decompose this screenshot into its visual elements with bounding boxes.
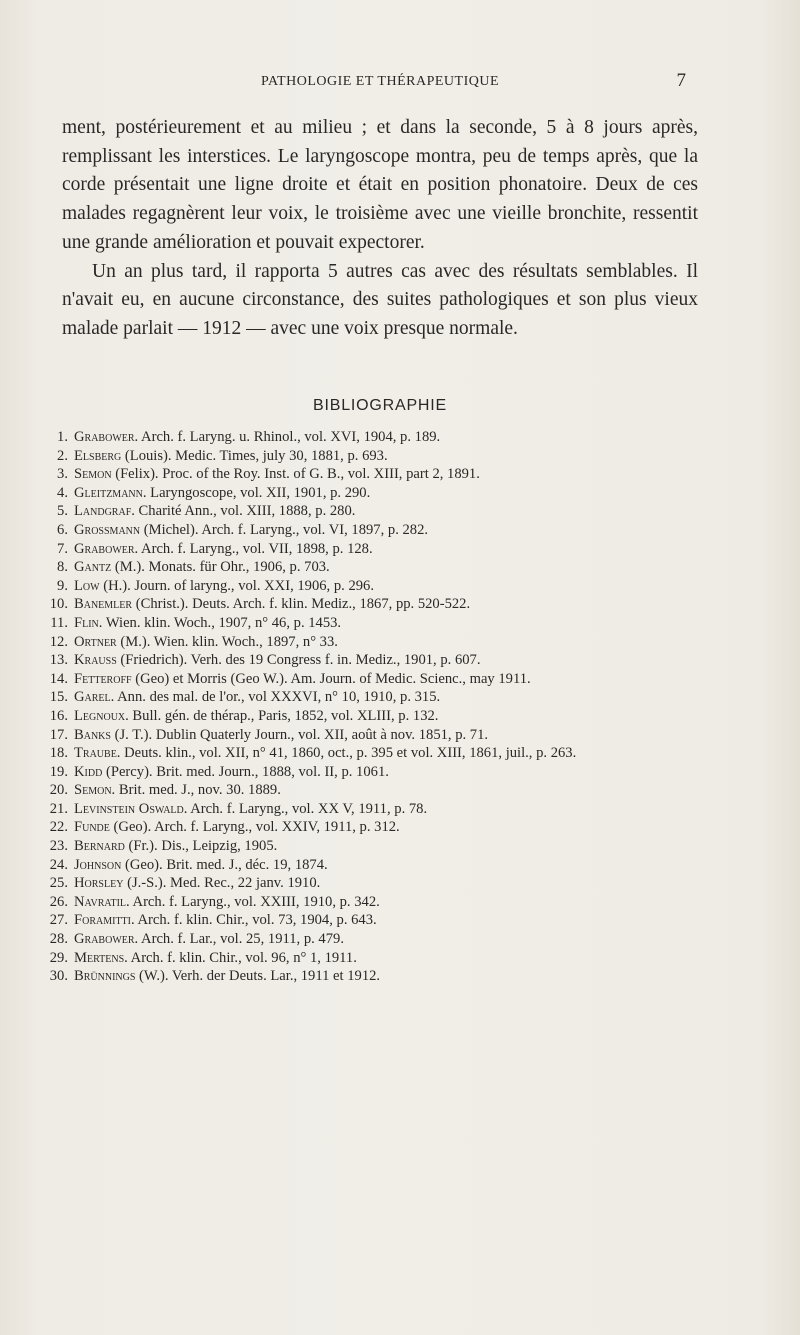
entry-number: 9. [57, 577, 68, 594]
entry-author: Brünnings [74, 968, 136, 985]
entry-citation: (J. T.). Dublin Quaterly Journ., vol. XII, août à nov. 1851, p. 71. [110, 726, 489, 743]
bibliography-list [48, 428, 708, 986]
bibliography-entry [48, 502, 708, 521]
bibliography-entry [48, 465, 708, 484]
entry-number: 13. [49, 652, 68, 669]
bibliography-entry [48, 949, 708, 968]
entry-author: Funde [74, 819, 110, 836]
entry-citation: (M.). Monats. für Ohr., 1906, p. 703. [111, 559, 330, 576]
bibliography-entry [48, 577, 708, 596]
bibliography-entry [48, 428, 708, 447]
entry-author: Traube. [74, 745, 121, 762]
bibliography-entry [48, 930, 708, 949]
bibliography-entry [48, 521, 708, 540]
bibliography-entry [48, 744, 708, 763]
entry-number: 24. [49, 856, 68, 873]
entry-citation: Arch. f. Laryng., vol. VII, 1898, p. 128. [138, 540, 373, 557]
entry-number: 3. [57, 466, 68, 483]
entry-citation: Ann. des mal. de l'or., vol XXXVI, n° 10, 1910, p. 315. [114, 689, 441, 706]
entry-citation: Charité Ann., vol. XIII, 1888, p. 280. [134, 503, 356, 520]
entry-citation: (H.). Journ. of laryng., vol. XXI, 1906, p. 296. [99, 577, 374, 594]
entry-number: 27. [49, 912, 68, 929]
bibliography-entry [48, 614, 708, 633]
bibliography-entry [48, 633, 708, 652]
entry-number: 7. [57, 540, 68, 557]
entry-citation: (Michel). Arch. f. Laryng., vol. VI, 1897, p. 282. [140, 521, 429, 538]
entry-number: 6. [57, 521, 68, 538]
entry-author: Navratil. [74, 893, 130, 910]
entry-number: 2. [57, 447, 68, 464]
entry-citation: (Geo). Arch. f. Laryng., vol. XXIV, 1911, p. 312. [109, 819, 400, 836]
bibliography-entry [48, 893, 708, 912]
entry-author: Fetteroff [74, 670, 132, 687]
entry-number: 22. [49, 819, 68, 836]
paragraph: ment, postérieurement et au milieu ; et dans la seconde, 5 à 8 jours après, remplissant les interstices. Le laryngoscope montra, peu de temps après, que la corde présentait une ligne droite et était en position phonatoire. Deux de ces malades regagnèrent leur voix, le troisième avec une vieille bronchite, ressentit une grande amélioration et pouvait expectorer. [62, 117, 698, 253]
entry-author: Semon. [74, 782, 116, 799]
entry-author: Grabower. [74, 429, 139, 445]
entry-author: Ortner [74, 633, 117, 650]
bibliography-entry [48, 558, 708, 577]
bibliography-entry [48, 688, 708, 707]
entry-citation: (Fr.). Dis., Leipzig, 1905. [124, 838, 278, 855]
entry-author: Horsley [74, 875, 124, 892]
entry-citation: Bull. gén. de thérap., Paris, 1852, vol. XLIII, p. 132. [128, 707, 439, 724]
entry-author: Banks [74, 726, 111, 743]
bibliography-entry [48, 856, 708, 875]
entry-citation: Arch. f. klin. Chir., vol. 73, 1904, p. 643. [134, 912, 377, 929]
entry-author: Garel. [74, 689, 115, 706]
entry-author: Kidd [74, 763, 103, 780]
entry-author: Bernard [74, 838, 125, 855]
entry-author: Semon [74, 466, 112, 483]
paragraph: Un an plus tard, il rapporta 5 autres cas avec des résultats semblables. Il n'avait eu, en aucune circonstance, des suites pathologiques et son plus vieux malade parlait — 1912 — avec une voix presque normale. [62, 260, 698, 339]
running-title: PATHOLOGIE ET THÉRAPEUTIQUE [260, 74, 499, 89]
entry-citation: Arch. f. klin. Chir., vol. 96, n° 1, 1911. [127, 949, 357, 966]
bibliography-entry [48, 447, 708, 466]
bibliography-entry [48, 763, 708, 782]
entry-number: 12. [49, 633, 68, 650]
entry-number: 8. [57, 559, 68, 576]
bibliography-entry [48, 707, 708, 726]
entry-author: Grossmann [74, 521, 141, 538]
entry-citation: Laryngoscope, vol. XII, 1901, p. 290. [146, 484, 371, 501]
entry-citation: (Louis). Medic. Times, july 30, 1881, p. 693. [121, 447, 388, 464]
entry-citation: (W.). Verh. der Deuts. Lar., 1911 et 1912. [135, 968, 381, 985]
page-header [60, 72, 700, 96]
entry-author: Levinstein Oswald. [74, 800, 188, 817]
entry-citation: (Geo). Brit. med. J., déc. 19, 1874. [121, 856, 328, 873]
entry-number: 19. [49, 763, 68, 780]
entry-citation: Arch. f. Laryng., vol. XXIII, 1910, p. 342. [129, 893, 380, 910]
bibliography-entry [48, 726, 708, 745]
entry-number: 23. [49, 838, 68, 855]
entry-citation: Arch. f. Laryng., vol. XX V, 1911, p. 78. [187, 800, 428, 817]
entry-number: 20. [49, 782, 68, 799]
entry-number: 11. [50, 614, 68, 631]
entry-citation: (Friedrich). Verh. des 19 Congress f. in. Mediz., 1901, p. 607. [116, 652, 481, 669]
bibliography-entry [48, 967, 708, 986]
entry-author: Legnoux. [74, 707, 129, 724]
entry-citation: Deuts. klin., vol. XII, n° 41, 1860, oct., p. 395 et vol. XIII, 1861, juil., p. 263. [120, 745, 577, 762]
bibliography-entry [48, 651, 708, 670]
bibliography-entry [48, 818, 708, 837]
entry-author: Banemler [74, 596, 133, 613]
entry-author: Foramitti. [74, 912, 135, 929]
entry-citation: (Geo) et Morris (Geo W.). Am. Journ. of Medic. Scienc., may 1911. [131, 670, 531, 687]
entry-number: 25. [49, 875, 68, 892]
bibliography-entry [48, 670, 708, 689]
entry-number: 17. [49, 726, 68, 743]
entry-citation: Wien. klin. Woch., 1907, n° 46, p. 1453. [102, 614, 342, 631]
entry-author: Gleitzmann. [74, 484, 147, 501]
entry-number: 4. [57, 484, 68, 501]
entry-number: 30. [49, 968, 68, 985]
entry-number: 1. [57, 429, 68, 445]
entry-author: Low [74, 577, 100, 594]
bibliography-entry [48, 800, 708, 819]
entry-author: Johnson [74, 856, 122, 873]
page-number: 7 [676, 70, 686, 91]
entry-number: 5. [57, 503, 68, 520]
entry-citation: (Percy). Brit. med. Journ., 1888, vol. II, p. 1061. [102, 763, 389, 780]
bibliography-entry [48, 595, 708, 614]
entry-citation: Brit. med. J., nov. 30. 1889. [115, 782, 281, 799]
entry-number: 10. [49, 596, 68, 613]
bibliography-entry [48, 911, 708, 930]
entry-author: Gantz [74, 559, 112, 576]
bibliography-entry [48, 874, 708, 893]
entry-citation: (Christ.). Deuts. Arch. f. klin. Mediz., 1867, pp. 520-522. [132, 596, 471, 613]
entry-citation: Arch. f. Laryng. u. Rhinol., vol. XVI, 1904, p. 189. [138, 429, 441, 445]
entry-citation: (Felix). Proc. of the Roy. Inst. of G. B., vol. XIII, part 2, 1891. [111, 466, 480, 483]
entry-author: Landgraf. [74, 503, 135, 520]
entry-author: Elsberg [74, 447, 122, 464]
entry-number: 16. [49, 707, 68, 724]
entry-number: 18. [49, 745, 68, 762]
bibliography-entry [48, 781, 708, 800]
entry-number: 21. [49, 800, 68, 817]
body-text [62, 114, 698, 344]
bibliography-entry [48, 837, 708, 856]
entry-author: Mertens. [74, 949, 128, 966]
entry-citation: Arch. f. Lar., vol. 25, 1911, p. 479. [138, 931, 344, 948]
bibliography-entry [48, 540, 708, 559]
entry-author: Grabower. [74, 540, 139, 557]
entry-number: 28. [49, 931, 68, 948]
entry-number: 26. [49, 893, 68, 910]
entry-author: Krauss [74, 652, 117, 669]
entry-author: Flin. [74, 614, 103, 631]
entry-number: 29. [49, 949, 68, 966]
bibliography-entry [48, 484, 708, 503]
entry-citation: (M.). Wien. klin. Woch., 1897, n° 33. [116, 633, 338, 650]
bibliography-heading: BIBLIOGRAPHIE [313, 397, 447, 414]
entry-citation: (J.-S.). Med. Rec., 22 janv. 1910. [123, 875, 321, 892]
entry-number: 14. [49, 670, 68, 687]
entry-number: 15. [49, 689, 68, 706]
entry-author: Grabower. [74, 931, 139, 948]
